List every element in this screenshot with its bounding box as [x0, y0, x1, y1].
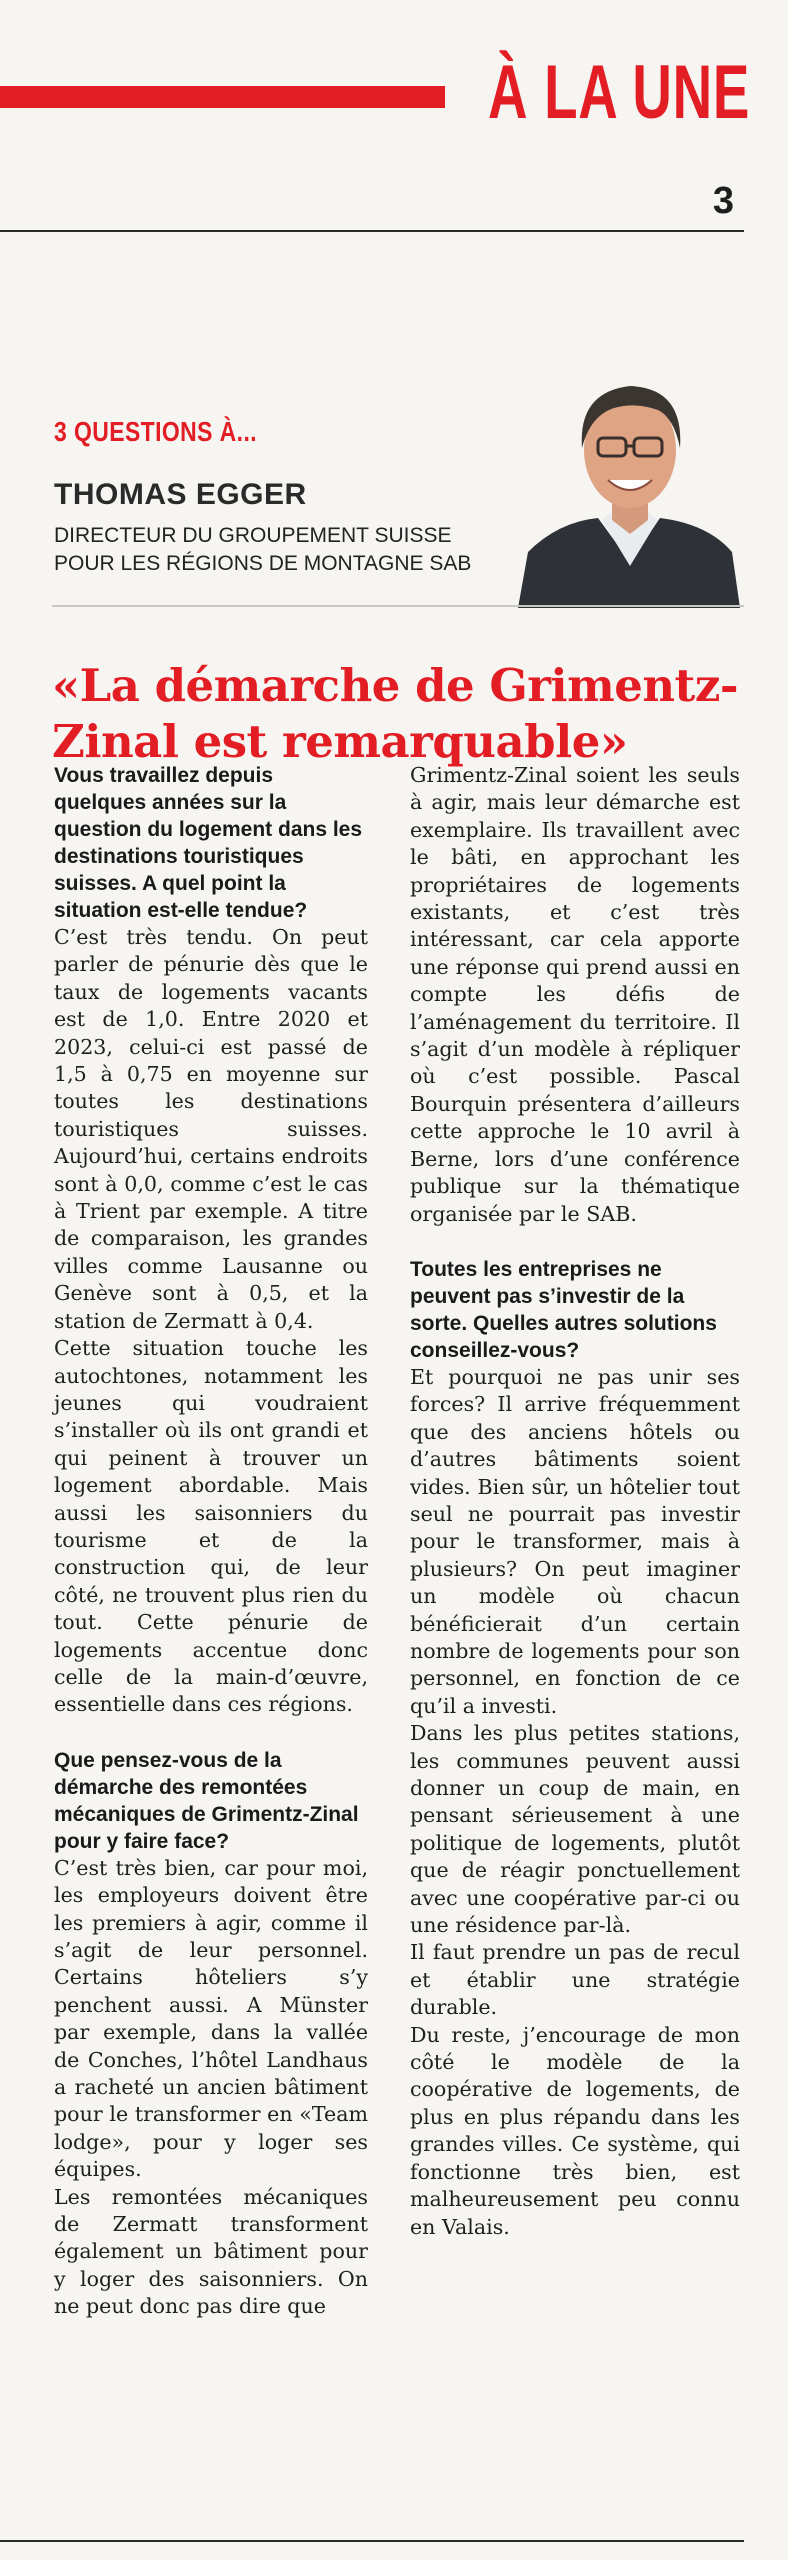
interview-divider: [52, 605, 744, 607]
article-column-right: [410, 762, 740, 2241]
interviewee-role: [54, 522, 524, 578]
section-rubric: À LA UNE: [487, 50, 750, 135]
paragraph-spacer: [54, 1719, 368, 1747]
header-divider: [0, 230, 744, 232]
article-headline: «La démarche de Grimentz-Zinal est remarquable»: [52, 659, 739, 769]
page-number: 3: [712, 180, 734, 222]
answer-3-paragraph-3: Il faut prendre un pas de recul et établir une stratégie durable.: [410, 1940, 740, 2020]
answer-2-paragraph-1: C’est très bien, car pour moi, les employeurs doivent être les premiers à agir, comme il s’agit de leur personnel. Certains hôteliers s’y penchent aussi. A Münster par exemple, dans la vallée de Conches, l’hôtel Landhaus a racheté un ancien bâtiment pour le transformer en «Team lodge», pour y loger ses équipes.: [54, 1855, 368, 2182]
question-2: Que pensez-vous de la démarche des remontées mécaniques de Grimentz-Zinal pour y faire face?: [54, 1748, 359, 1853]
answer-2-paragraph-3: Grimentz-Zinal soient les seuls à agir, mais leur démarche est exemplaire. Ils travaillent avec le bâti, en approchant les propriétaires de logements existants, et c’est très intéressant, car cela apporte une réponse qui prend aussi en compte les défis de l’aménagement du territoire. Il s’agit d’un modèle à répliquer où c’est possible. Pascal Bourquin présentera d’ailleurs cette approche le 10 avril à Berne, lors d’une conférence publique sur la thématique organisée par le SAB.: [410, 763, 740, 1226]
answer-1-paragraph-2: Cette situation touche les autochtones, notamment les jeunes qui voudraient s’installer où ils ont grandi et qui peinent à trouver un logement abordable. Mais aussi les saisonniers du tourisme et de la construction qui, de leur côté, ne trouvent plus rien du tout. Cette pénurie de logements accentue donc celle de la main-d’œuvre, essentielle dans ces régions.: [54, 1336, 368, 1717]
interviewee-portrait: [518, 352, 740, 608]
interviewee-role-line-1: DIRECTEUR DU GROUPEMENT SUISSE: [54, 524, 452, 547]
interview-kicker: 3 QUESTIONS À...: [54, 416, 258, 447]
interviewee-role-line-2: POUR LES RÉGIONS DE MONTAGNE SAB: [54, 552, 472, 575]
answer-2-paragraph-2: Les remontées mécaniques de Zermatt transforment également un bâtiment pour y loger des saisonniers. On ne peut donc pas dire que: [54, 2184, 368, 2319]
interviewee-name: THOMAS EGGER: [54, 478, 307, 511]
section-header-bar: [0, 86, 445, 108]
question-1: Vous travaillez depuis quelques années sur la question du logement dans les destinations touristiques suisses. A quel point la situation est-elle tendue?: [54, 764, 363, 922]
paragraph-spacer: [410, 1228, 740, 1256]
answer-1-paragraph-1: C’est très tendu. On peut parler de pénurie dès que le taux de logements vacants est de 1,0. Entre 2020 et 2023, celui-ci est passé de 1,5 à 0,75 en moyenne sur toutes les destinations touristiques suisses. Aujourd’hui, certains endroits sont à 0,0, comme c’est le cas à Trient par exemple. A titre de comparaison, les grandes villes comme Lausanne ou Genève sont à 0,5, et la station de Zermatt à 0,4.: [54, 925, 368, 1333]
answer-3-paragraph-1: Et pourquoi ne pas unir ses forces? Il arrive fréquemment que des anciens hôtels ou d’autres bâtiments soient vides. Bien sûr, un hôtelier tout seul ne pourrait pas investir pour le transformer, mais à plusieurs? On peut imaginer un modèle où chacun bénéficierait d’un certain nombre de logements pour son personnel, en fonction de ce qu’il a investi.: [410, 1364, 740, 1718]
question-3: Toutes les entreprises ne peuvent pas s’investir de la sorte. Quelles autres solutions conseillez-vous?: [410, 1257, 717, 1362]
article-column-left: [54, 762, 368, 2321]
footer-divider: [0, 2540, 744, 2542]
answer-3-paragraph-2: Dans les plus petites stations, les communes peuvent aussi donner un coup de main, en pensant sérieusement à une politique de logements, plutôt que de réagir ponctuellement avec une coopérative par-ci ou une résidence par-là.: [410, 1721, 740, 1938]
answer-3-paragraph-4: Du reste, j’encourage de mon côté le modèle de la coopérative de logements, de plus en plus répandu dans les grandes villes. Ce système, qui fonctionne très bien, est malheureusement peu connu en Valais.: [410, 2022, 740, 2239]
